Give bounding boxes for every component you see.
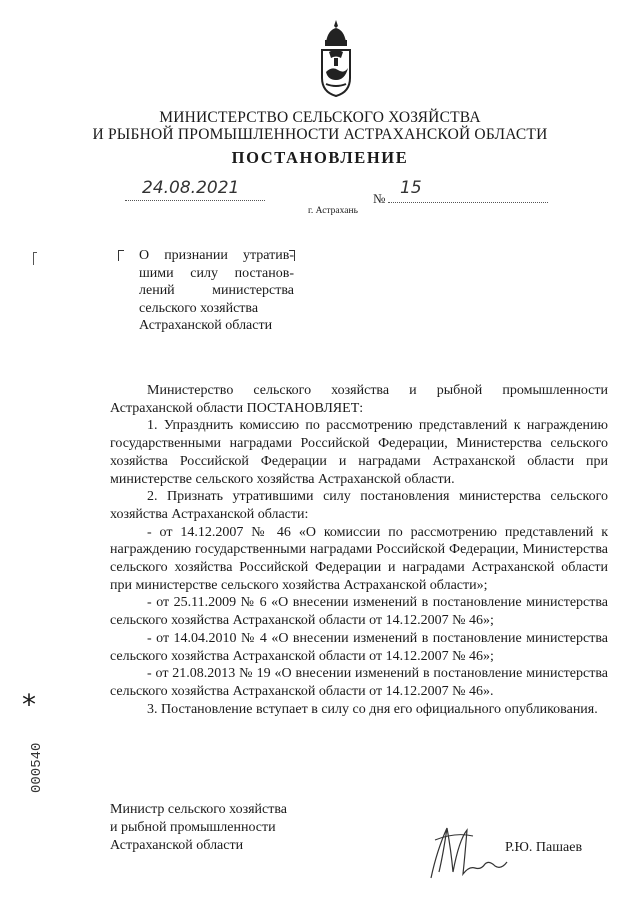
subject-line: шими силу постанов- xyxy=(139,265,294,281)
position-line: Астраханской области xyxy=(110,838,244,853)
subject-bracket-left xyxy=(118,250,124,261)
list-item: - от 25.11.2009 № 6 «О внесении изменений в постановление министерства сельского хозяйства Астраханской области от 14.12.2007 № 46»; xyxy=(110,595,608,629)
position-line: и рыбной промышленности xyxy=(110,820,276,835)
coat-of-arms-emblem xyxy=(314,18,358,98)
subject-line: сельского хозяйства xyxy=(139,300,259,316)
paragraph-1: 1. Упразднить комиссию по рассмотрению представлений к награждению государственными наградами Российской Федерации, Министерства сельского хозяйства Российской Федерации и наградами Астраханской области при министерстве сельского хозяйства Астраханской области. xyxy=(110,418,608,487)
ministry-name-line1: МИНИСТЕРСТВО СЕЛЬСКОГО ХОЗЯЙСТВА xyxy=(159,109,481,126)
document-body xyxy=(110,382,608,718)
number-sign: № xyxy=(373,191,386,206)
document-date: 24.08.2021 xyxy=(142,178,240,198)
margin-corner-mark xyxy=(33,252,37,265)
list-item: - от 14.04.2010 № 4 «О внесении изменений в постановление министерства сельского хозяйства Астраханской области от 14.12.2007 № 46»; xyxy=(110,630,608,664)
position-line: Министр сельского хозяйства xyxy=(110,802,287,817)
intro-paragraph: Министерство сельского хозяйства и рыбной промышленности Астраханской области ПОСТАНОВЛЯЕТ: xyxy=(110,383,608,416)
signatory-name: Р.Ю. Пашаев xyxy=(505,840,583,855)
svg-text:000540: 000540 xyxy=(29,742,45,793)
city-label: г. Астрахань xyxy=(308,206,358,216)
signatory-position xyxy=(110,801,287,855)
subject-line: лений министерства xyxy=(139,283,294,298)
margin-star: * xyxy=(22,688,36,721)
list-item: - от 14.12.2007 № 46 «О комиссии по рассмотрению представлений к награждению государственными наградами Российской Федерации, Министерства сельского хозяйства Российской Федерации и наградами Астраханской области при министерстве сельского хозяйства Астраханской области»; xyxy=(110,524,608,593)
date-line xyxy=(125,200,265,201)
paragraph-2: 2. Признать утратившими силу постановления министерства сельского хозяйства Астраханской области: xyxy=(110,489,608,522)
number-line xyxy=(388,202,548,203)
list-item: - от 21.08.2013 № 19 «О внесении изменений в постановление министерства сельского хозяйства Астраханской области от 14.12.2007 № 46». xyxy=(110,666,608,699)
subject-block xyxy=(139,247,294,335)
ministry-name-line2: И РЫБНОЙ ПРОМЫШЛЕННОСТИ АСТРАХАНСКОЙ ОБЛАСТИ xyxy=(92,126,548,143)
subject-line: Астраханской области xyxy=(139,318,273,333)
document-number: 15 xyxy=(400,178,422,198)
registration-stamp-number xyxy=(22,725,48,795)
document-title: ПОСТАНОВЛЕНИЕ xyxy=(231,148,409,167)
subject-line: О признании утратив- xyxy=(139,248,294,263)
handwritten-signature xyxy=(425,810,510,885)
paragraph-3: 3. Постановление вступает в силу со дня его официального опубликования. xyxy=(147,701,598,717)
